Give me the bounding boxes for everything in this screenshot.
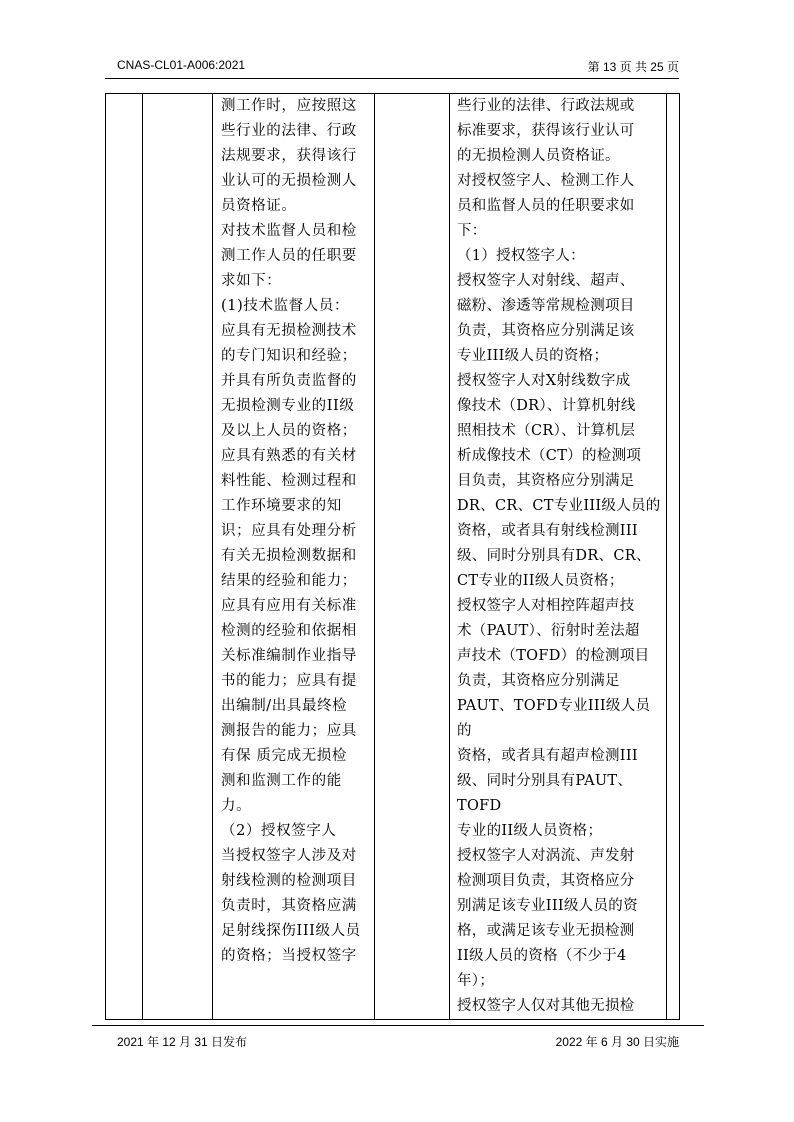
table-row [106, 94, 680, 1020]
table-cell-spacer [375, 94, 450, 1020]
table-cell-index [106, 94, 143, 1020]
requirements-table [105, 93, 680, 1020]
revision-text: 些行业的法律、行政法规或 标准要求，获得该行业认可 的无损检测人员资格证。 对授权签字人、检测工作人 员和监督人员的任职要求如 下： （1）授权签字人： 授权签字人对射线、超声、 磁粉、渗透等常规检测项目 负责，其资格应分别满足该 专业III级人员的资格； 授权签字人对X射线数字成 像技术（DR）、计算机射线 照相技术（CR）、计算机层 析成像技术（CT）的检测项 目负责，其资格应分别满足 DR、CR、CT专业III级人员的 资格，或者具有射线检测III 级、同时分别具有DR、CR、 CT专业的II级人员资格； 授权签字人对相控阵超声技 术（PAUT）、衍射时差法超 声技术（TOFD）的检测项目 负责，其资格应分别满足 PAUT、TOFD专业III级人员的 资格，或者具有超声检测III 级、同时分别具有PAUT、TOFD 专业的II级人员资格； 授权签字人对涡流、声发射 检测项目负责，其资格应分 别满足该专业III级人员的资 格，或满足该专业无损检测 II级人员的资格（不少于4 年）； 授权签字人仅对其他无损检 [457, 98, 661, 1014]
requirement-text: 测工作时，应按照这 些行业的法律、行政 法规要求，获得该行 业认可的无损检测人 员资格证。 对技术监督人员和检 测工作人员的任职要 求如下： (1)技术监督人员： 应具有无损检测技术 的专门知识和经验； 并具有所负责监督的 无损检测专业的II级 及以上人员的资格； 应具有熟悉的有关材 料性能、检测过程和 工作环境要求的知 识；应具有处理分析 有关无损检测数据和 结果的经验和能力； 应具有应用有关标准 检测的经验和依据相 关标准编制作业指导 书的能力；应具有提 出编制/出具最终检 测报告的能力；应具 有保 质完成无损检 测和监测工作的能 力。 （2）授权签字人 当授权签字人涉及对 射线检测的检测项目 负责时，其资格应满 足射线探伤III级人员 的资格；当授权签字 [221, 98, 361, 964]
table-cell-revision [450, 94, 667, 1020]
implement-date: 2022 年 6 月 30 日实施 [555, 1035, 679, 1049]
page-number: 第 13 页 共 25 页 [587, 60, 679, 74]
page-footer [105, 1033, 679, 1051]
table-cell-clause [143, 94, 213, 1020]
page-header [105, 58, 679, 76]
header-rule [105, 78, 679, 79]
document-code: CNAS-CL01-A006:2021 [117, 58, 246, 72]
table-cell-remark [667, 94, 680, 1020]
publish-date: 2021 年 12 月 31 日发布 [117, 1035, 248, 1049]
table-cell-requirement [213, 94, 375, 1020]
footer-rule [92, 1025, 704, 1026]
